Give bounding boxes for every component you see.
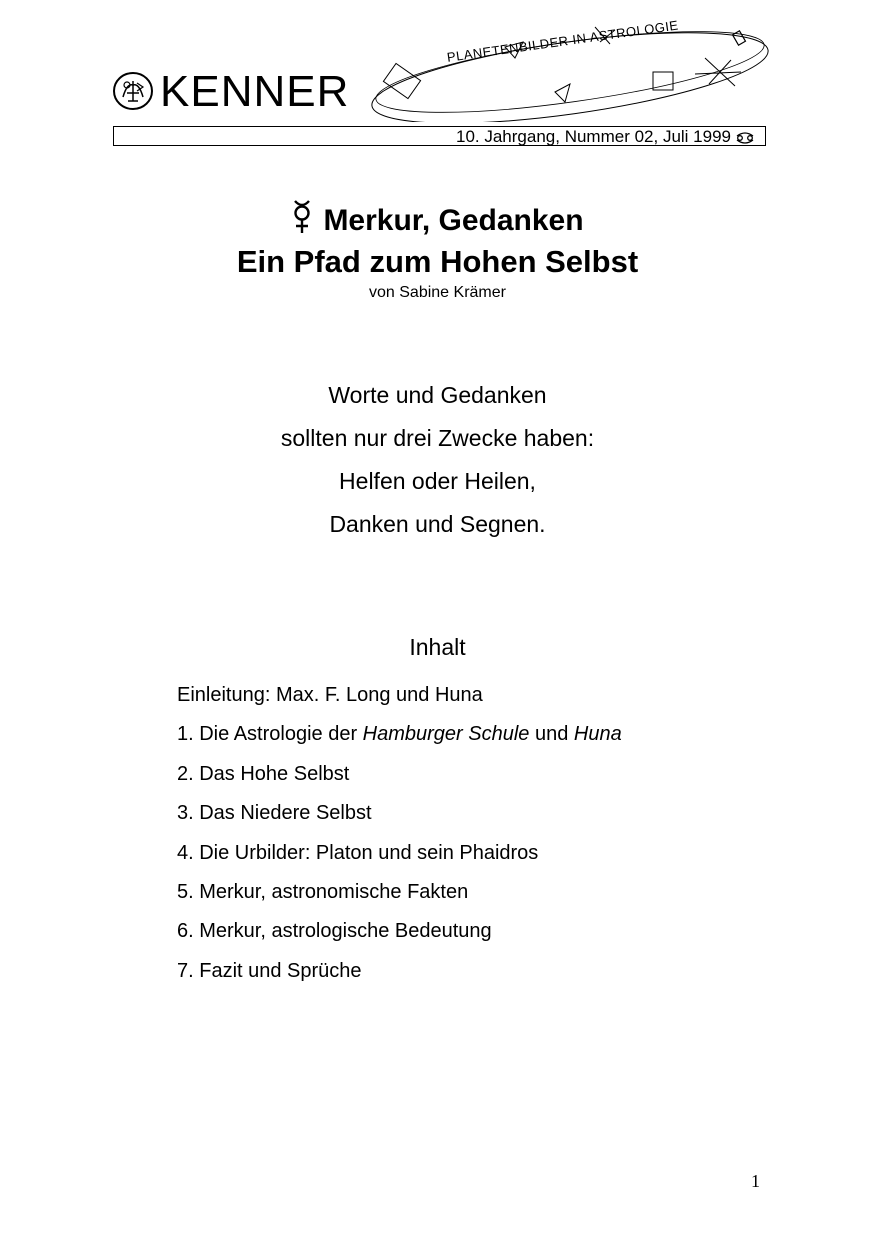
motto [0, 374, 875, 546]
kenner-logo: KENNER [160, 67, 350, 116]
toc-item-1-italic-hamburg: Hamburger Schule [362, 723, 530, 746]
toc-item-2: 2. Das Hohe Selbst [177, 762, 350, 785]
title-text-1: Merkur, Gedanken [323, 204, 584, 237]
toc-item-6: 6. Merkur, astrologische Bedeutung [177, 920, 492, 943]
toc-item-3: 3. Das Niedere Selbst [177, 802, 372, 825]
toc-item-1-italic-huna: Huna [573, 723, 622, 746]
toc-item-5: 5. Merkur, astronomische Fakten [177, 881, 469, 904]
motto-line: Helfen oder Heilen, [339, 468, 536, 494]
article-author: von Sabine Krämer [369, 284, 506, 301]
article-title-line2: Ein Pfad zum Hohen Selbst [236, 244, 639, 279]
toc-item-1-middle: und [529, 723, 574, 746]
toc-item-intro: Einleitung: Max. F. Long und Huna [177, 684, 483, 706]
issue-info [456, 127, 755, 147]
masthead [110, 17, 772, 122]
toc-item-4: 4. Die Urbilder: Platon und sein Phaidros [177, 841, 539, 864]
mercury-symbol-icon [291, 200, 313, 234]
page-number: 1 [751, 1171, 760, 1191]
motto-line: Danken und Segnen. [329, 511, 546, 537]
table-of-contents [177, 676, 622, 991]
cancer-zodiac-icon [735, 132, 755, 144]
kenner-seal-logo-icon [113, 71, 157, 111]
toc-item-7: 7. Fazit und Sprüche [177, 959, 362, 982]
toc-heading: Inhalt [409, 634, 466, 660]
issue-line: 10. Jahrgang, Nummer 02, Juli 1999 [456, 127, 731, 146]
motto-line: Worte und Gedanken [328, 382, 547, 408]
banner-tagline: PLANETENBILDER IN ASTROLOGIE [446, 17, 680, 65]
article-title-line1 [0, 200, 875, 241]
motto-line: sollten nur drei Zwecke haben: [280, 425, 595, 451]
issue-bar [113, 126, 766, 146]
toc-item-1-prefix: 1. Die Astrologie der [177, 723, 363, 746]
toc-item-1 [177, 715, 622, 754]
